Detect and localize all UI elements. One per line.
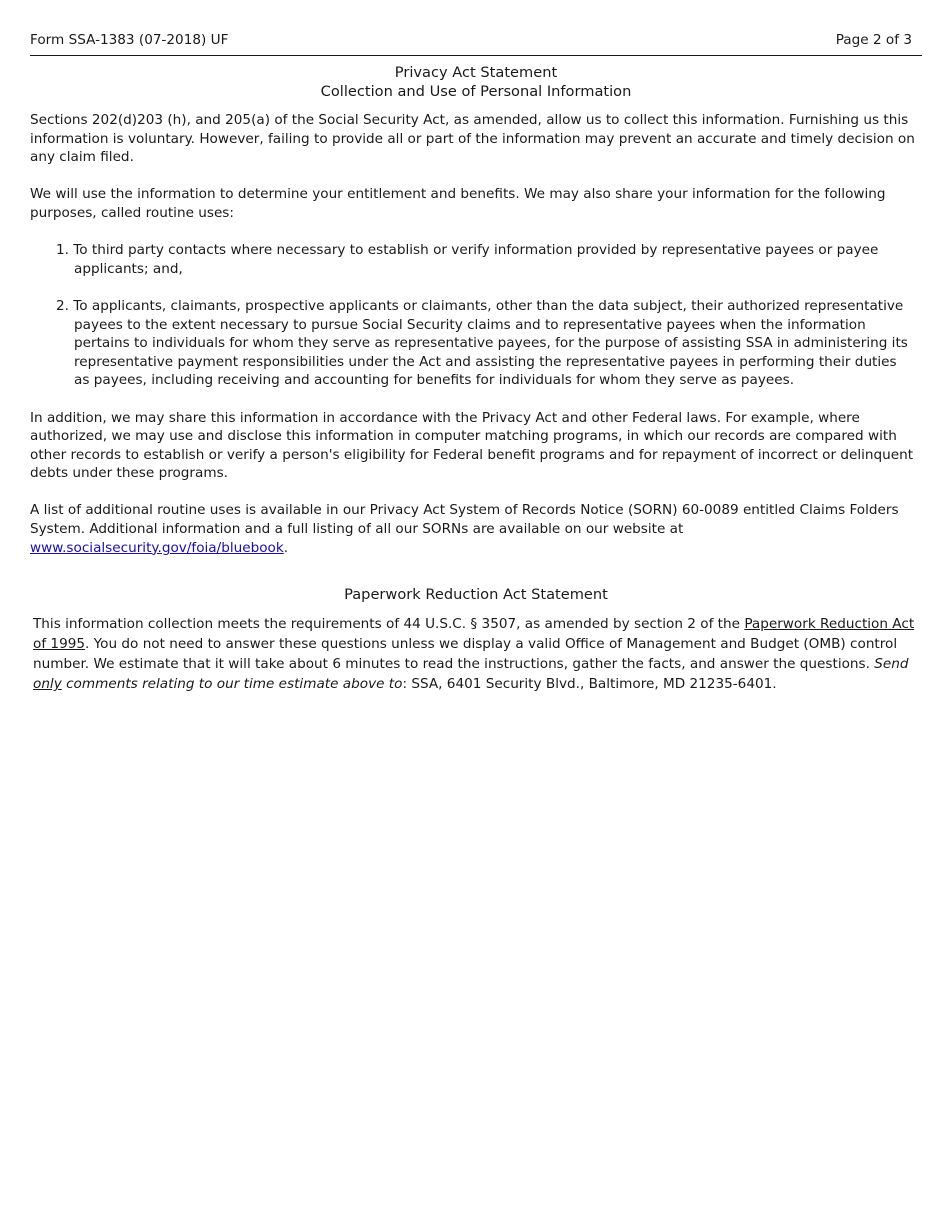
pra-text-b: . You do not need to answer these questions unless we display a valid Office of Management and Budget (OMB) control number. We estimate that it will take about 6 minutes to read the instructions, gather the facts, and answer the questions. [33, 636, 898, 672]
routine-uses-list [30, 241, 916, 390]
pra-italic-b: comments relating to our time estimate above to [61, 676, 403, 692]
privacy-act-body [30, 111, 916, 576]
paperwork-act-title: Paperwork Reduction Act Statement [344, 586, 608, 603]
pra-text-a: This information collection meets the requirements of 44 U.S.C. § 3507, as amended by section 2 of the [33, 616, 745, 632]
pra-act-name: Paperwork Reduction Act of 1995 [33, 616, 915, 652]
privacy-paragraph-authority: Sections 202(d)203 (h), and 205(a) of the Social Security Act, as amended, allow us to collect this information. Furnishing us this information is voluntary. However, failing to provide all or part of the information may prevent an accurate and timely decision on any claim filed. [30, 112, 915, 166]
sorn-text: A list of additional routine uses is available in our Privacy Act System of Records Notice (SORN) 60-0089 entitled Claims Folders System. Additional information and a full listing of all our SORNs are available on our website at [30, 502, 899, 538]
link-suffix: . [283, 539, 289, 556]
page-header [30, 31, 922, 56]
pra-italic-only: only [33, 676, 62, 692]
list-item: 1. To third party contacts where necessary to establish or verify information provided by representative payees or payee applicants; and, [56, 242, 879, 277]
paperwork-act-body [33, 614, 919, 694]
bluebook-link[interactable]: www.socialsecurity.gov/foia/bluebook [30, 539, 284, 556]
privacy-paragraph-sorn [30, 501, 916, 557]
privacy-title-line2: Collection and Use of Personal Information [320, 82, 632, 100]
form-id: Form SSA-1383 (07-2018) UF [30, 32, 229, 48]
page-number: Page 2 of 3 [835, 32, 912, 48]
pra-italic-a: Send [874, 656, 909, 672]
privacy-act-title [30, 64, 922, 101]
pra-address: : SSA, 6401 Security Blvd., Baltimore, MD 21235-6401. [402, 676, 777, 692]
privacy-paragraph-matching: In addition, we may share this information in accordance with the Privacy Act and other Federal laws. For example, where authorized, we may use and disclose this information in computer matching programs, in which our records are compared with other records to establish or verify a person's eligibility for Federal benefit programs and for repayment of incorrect or delinquent debts under these programs. [30, 409, 914, 482]
privacy-paragraph-use: We will use the information to determine your entitlement and benefits. We may also share your information for the following purposes, called routine uses: [30, 186, 886, 221]
list-item: 2. To applicants, claimants, prospective applicants or claimants, other than the data subject, their authorized representative payees to the extent necessary to pursue Social Security claims and to representative payees when the information pertains to individuals for whom they serve as representative payees, for the purpose of assisting SSA in administering its representative payment responsibilities under the Act and assisting the representative payees in performing their duties as payees, including receiving and accounting for benefits for individuals for whom they serve as payees. [56, 297, 908, 389]
privacy-title-line1: Privacy Act Statement [394, 64, 558, 81]
